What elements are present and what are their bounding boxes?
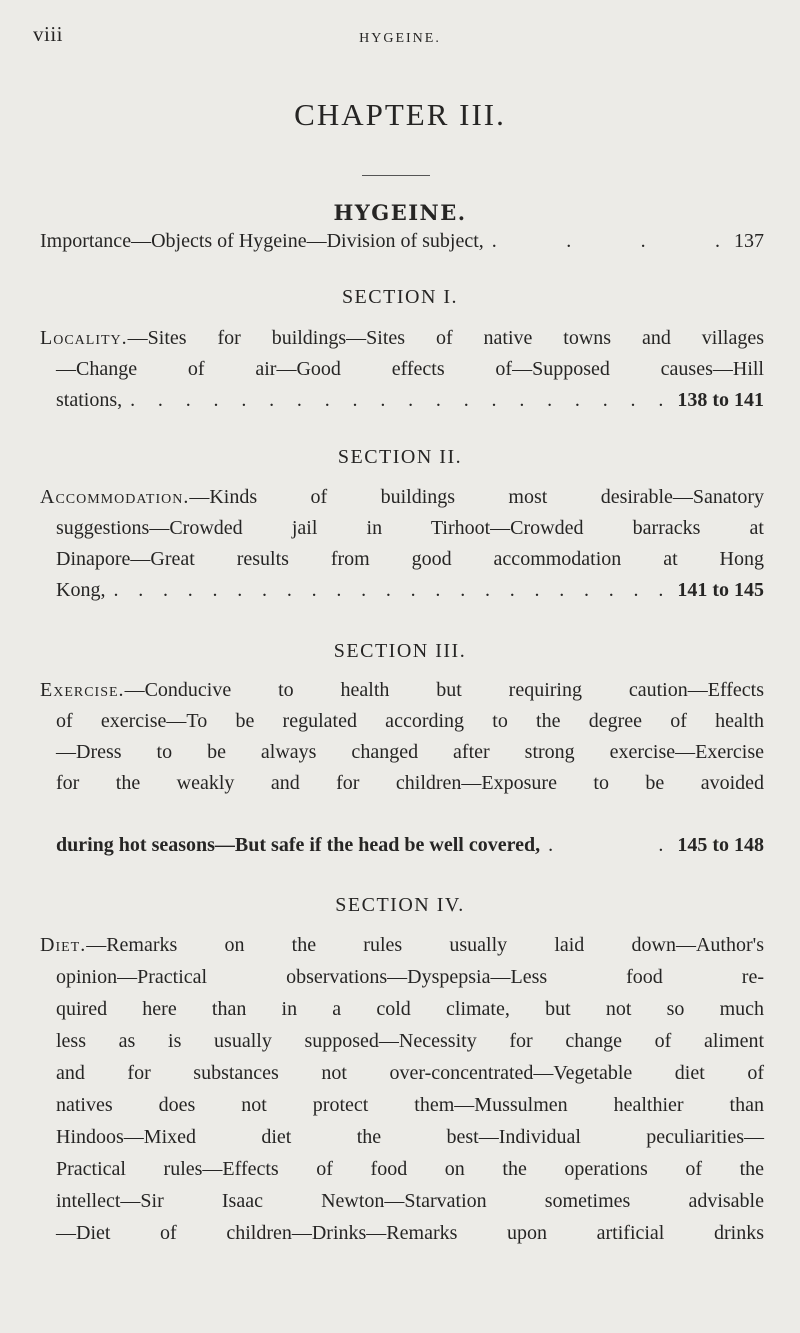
section-3-line-3: —Dress to be always changed after strong exercise—Exercise	[56, 741, 764, 763]
chapter-title: CHAPTER III.	[294, 97, 506, 132]
chapter-intro-text: Importance—Objects of Hygeine—Division of subject,	[40, 230, 484, 252]
section-1-last-line	[56, 387, 764, 413]
section-3-lead: Exercise.	[40, 679, 125, 701]
running-head: HYGEINE.	[359, 31, 441, 46]
section-1-leader: . . . . . . . . . . . . . . . . . . . .	[130, 389, 670, 411]
section-1-line-2: —Change of air—Good effects of—Supposed causes—Hill	[56, 358, 764, 380]
section-3-heading: SECTION III.	[333, 640, 467, 662]
section-3-text-1: —Conducive to health but requiring caution—Effects	[124, 679, 764, 701]
section-1-pages: 138 to 141	[677, 389, 764, 411]
section-3-last-text: during hot seasons—But safe if the head be well covered,	[56, 834, 541, 856]
section-4-line-6: natives does not protect them—Mussulmen healthier than	[56, 1094, 764, 1116]
section-2-leader: . . . . . . . . . . . . . . . . . . . . . . .	[113, 579, 670, 601]
divider-rule	[362, 175, 430, 176]
chapter-intro	[40, 228, 764, 254]
section-1-lead: Locality.	[40, 327, 128, 349]
section-4-line-10: —Diet of children—Drinks—Remarks upon artificial drinks	[56, 1222, 764, 1244]
section-3-pages: 145 to 148	[677, 834, 764, 856]
chapter-intro-pages: 137	[734, 230, 764, 252]
chapter-intro-leader: . . . .	[491, 230, 726, 252]
section-4-line-9: intellect—Sir Isaac Newton—Starvation sometimes advisable	[56, 1190, 764, 1212]
section-4-lead: Diet.	[40, 934, 87, 956]
section-2-text-1: —Kinds of buildings most desirable—Sanatory	[189, 486, 764, 508]
section-4-text-1: —Remarks on the rules usually laid down—Author's	[86, 934, 764, 956]
section-2-last-text: Kong,	[56, 579, 106, 601]
section-2-pages: 141 to 145	[677, 579, 764, 601]
section-2-last-line	[56, 577, 764, 603]
section-3-line-4: for the weakly and for children—Exposure to be avoided	[56, 772, 764, 794]
section-4-line-8: Practical rules—Effects of food on the operations of the	[56, 1158, 764, 1180]
section-3-leader: . .	[548, 834, 670, 856]
section-4-heading: SECTION IV.	[335, 894, 465, 916]
section-2-line-1	[40, 484, 764, 510]
section-2-lead: Accommodation.	[40, 486, 190, 508]
section-1-heading: SECTION I.	[341, 286, 459, 308]
section-1-line-1	[40, 325, 764, 351]
section-4-line-1	[40, 932, 764, 958]
section-2-line-3: Dinapore—Great results from good accommodation at Hong	[56, 548, 764, 570]
section-2-heading: SECTION II.	[337, 446, 463, 468]
section-3-line-1	[40, 677, 764, 703]
section-1-last-text: stations,	[56, 389, 123, 411]
section-4-line-7: Hindoos—Mixed diet the best—Individual peculiarities—	[56, 1126, 764, 1148]
page-folio: viii	[33, 22, 64, 46]
section-4-line-3: quired here than in a cold climate, but not so much	[56, 998, 764, 1020]
section-1-text-1: —Sites for buildings—Sites of native towns and villages	[127, 327, 764, 349]
subject-heading: HYGEINE.	[333, 200, 467, 225]
section-4-line-4: less as is usually supposed—Necessity for change of aliment	[56, 1030, 764, 1052]
section-4-line-5: and for substances not over-concentrated—Vegetable diet of	[56, 1062, 764, 1084]
section-2-line-2: suggestions—Crowded jail in Tirhoot—Crowded barracks at	[56, 517, 764, 539]
section-3-last-line	[56, 832, 764, 858]
section-4-line-2: opinion—Practical observations—Dyspepsia—Less food re-	[56, 966, 764, 988]
section-3-line-2: of exercise—To be regulated according to the degree of health	[56, 710, 764, 732]
